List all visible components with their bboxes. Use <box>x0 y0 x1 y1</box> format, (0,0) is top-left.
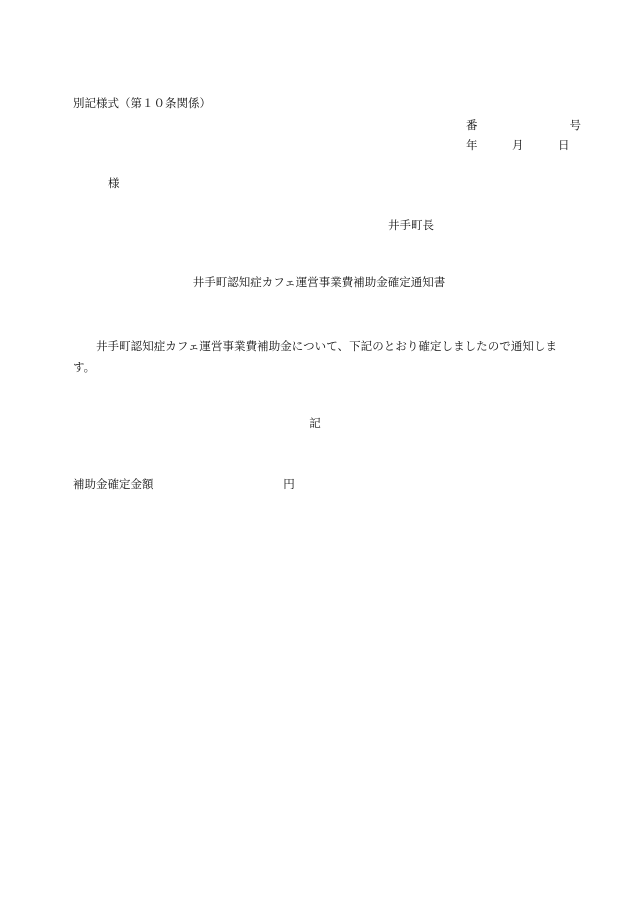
document-date-field: 年 月 日 <box>466 140 570 152</box>
subsidy-amount-unit: 円 <box>283 479 295 491</box>
document-number-field: 番 号 <box>466 120 581 132</box>
addressee-field: 様 <box>108 178 120 190</box>
document-body-text: 井手町認知症カフェ運営事業費補助金について、下記のとおり確定しましたので通知します。 <box>73 341 557 375</box>
subsidy-amount-row <box>73 476 557 494</box>
issuer-name: 井手町長 <box>388 220 434 232</box>
subsidy-amount-label: 補助金確定金額 <box>73 479 154 491</box>
form-reference-label: 別記様式（第１０条関係） <box>73 98 211 110</box>
ki-section-marker: 記 <box>309 418 321 430</box>
document-title: 井手町認知症カフェ運営事業費補助金確定通知書 <box>192 277 446 289</box>
